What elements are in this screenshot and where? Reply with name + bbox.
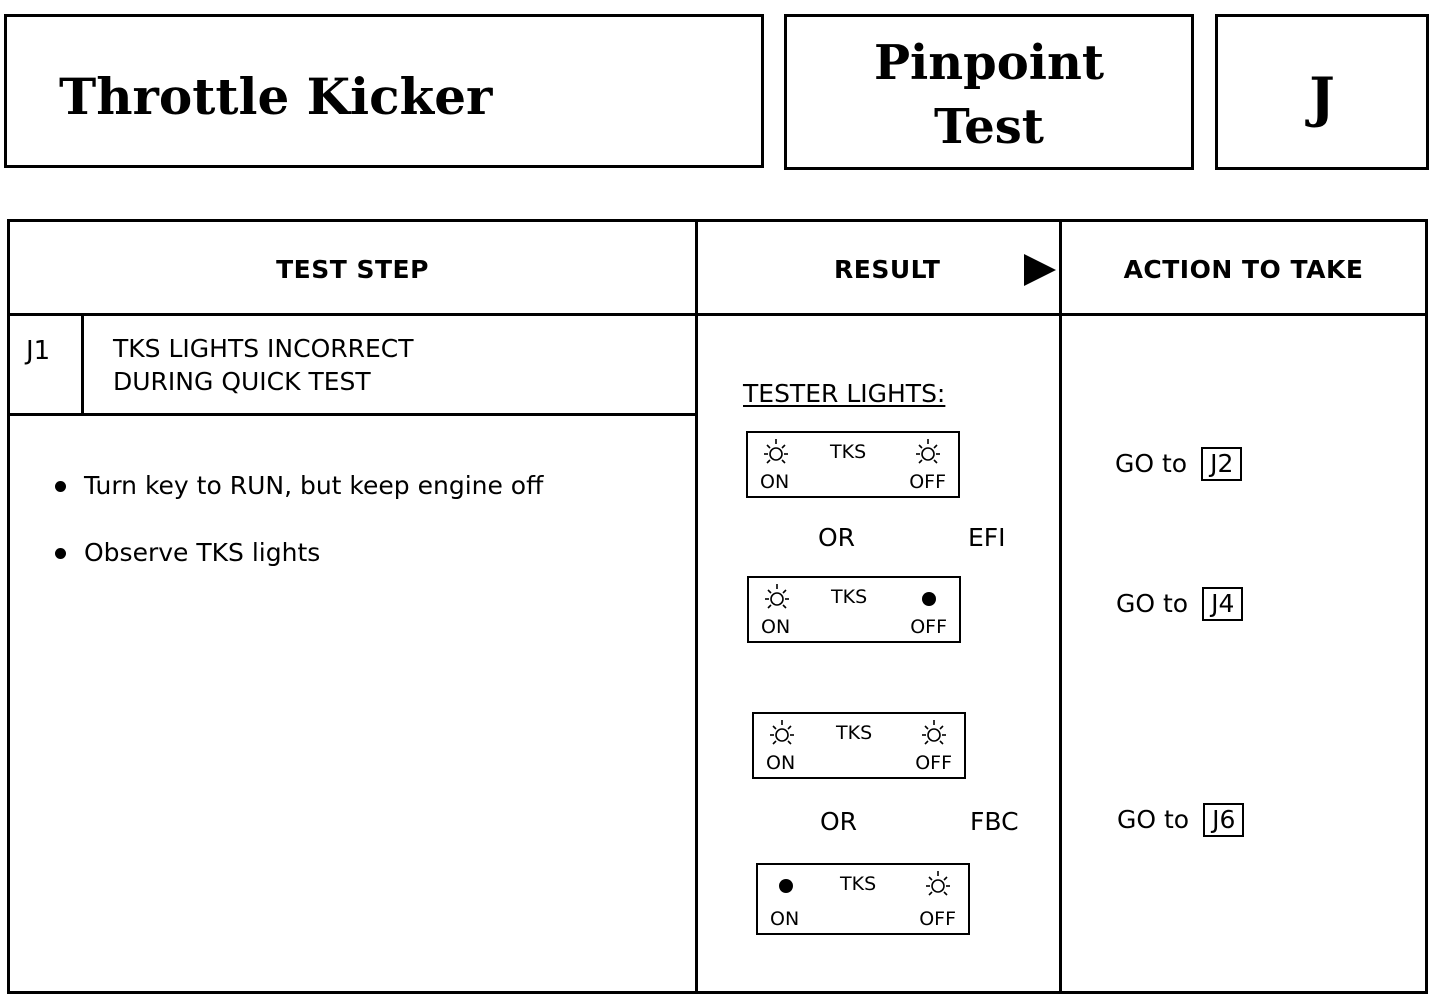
solid-lamp-icon: [913, 582, 945, 614]
table-top-border: [7, 219, 1428, 222]
off-label: OFF: [909, 471, 946, 493]
instruction-1: Turn key to RUN, but keep engine off: [84, 471, 544, 500]
test-letter-box: [1215, 14, 1429, 170]
tester-lights-panel: [756, 863, 970, 935]
tks-label: TKS: [836, 722, 873, 744]
result-col-divider: [695, 219, 698, 994]
header-action: ACTION TO TAKE: [1123, 255, 1364, 284]
step-id: J1: [26, 336, 51, 366]
flashing-lamp-icon: [922, 869, 954, 901]
test-type-box: [784, 14, 1194, 170]
off-label: OFF: [915, 752, 952, 774]
header-result: RESULT: [834, 255, 941, 284]
bullet-icon: [55, 548, 66, 559]
arrow-right-icon: [1022, 252, 1058, 288]
tks-label: TKS: [831, 586, 868, 608]
tester-lights-panel: [747, 576, 961, 643]
tks-label: TKS: [830, 441, 867, 463]
table-right-border: [1425, 219, 1428, 994]
fbc-label: FBC: [970, 807, 1019, 836]
test-type-line2: Test: [934, 99, 1044, 155]
on-label: ON: [760, 471, 790, 493]
step-ref-j2[interactable]: J2: [1201, 447, 1242, 481]
bullet-icon: [55, 481, 66, 492]
efi-label: EFI: [968, 523, 1006, 552]
title-box: [4, 14, 764, 168]
action-col-divider: [1059, 219, 1062, 994]
action-goto-j4: [1116, 587, 1243, 621]
step-ref-j4[interactable]: J4: [1202, 587, 1243, 621]
flashing-lamp-icon: [766, 718, 798, 750]
step-ref-j6[interactable]: J6: [1203, 803, 1244, 837]
tester-lights-panel: [746, 431, 960, 498]
header-test-step: TEST STEP: [276, 255, 429, 284]
on-label: ON: [770, 908, 800, 930]
goto-label: GO to: [1115, 449, 1188, 478]
test-type-line1: Pinpoint: [873, 35, 1105, 91]
or-label: OR: [820, 807, 858, 836]
goto-label: GO to: [1116, 589, 1189, 618]
off-label: OFF: [910, 616, 947, 638]
tester-lights-heading: TESTER LIGHTS:: [743, 379, 946, 408]
flashing-lamp-icon: [760, 437, 792, 469]
on-label: ON: [761, 616, 791, 638]
table-bottom-border: [7, 991, 1428, 994]
flashing-lamp-icon: [918, 718, 950, 750]
instruction-2: Observe TKS lights: [84, 538, 321, 567]
goto-label: GO to: [1117, 805, 1190, 834]
table-left-border: [7, 219, 10, 994]
off-label: OFF: [919, 908, 956, 930]
step-id-divider: [81, 315, 84, 415]
on-label: ON: [766, 752, 796, 774]
action-goto-j6: [1117, 803, 1244, 837]
tks-label: TKS: [840, 873, 877, 895]
action-goto-j2: [1115, 447, 1242, 481]
test-letter: J: [1309, 65, 1335, 129]
solid-lamp-icon: [770, 869, 802, 901]
flashing-lamp-icon: [761, 582, 793, 614]
step-title-divider: [10, 413, 697, 416]
step-title-line1: TKS LIGHTS INCORRECT: [113, 334, 414, 363]
table-header-divider: [7, 313, 1428, 316]
tester-lights-panel: [752, 712, 966, 779]
or-label: OR: [818, 523, 856, 552]
flashing-lamp-icon: [912, 437, 944, 469]
step-title-line2: DURING QUICK TEST: [113, 367, 371, 396]
page-title: Throttle Kicker: [59, 67, 493, 126]
